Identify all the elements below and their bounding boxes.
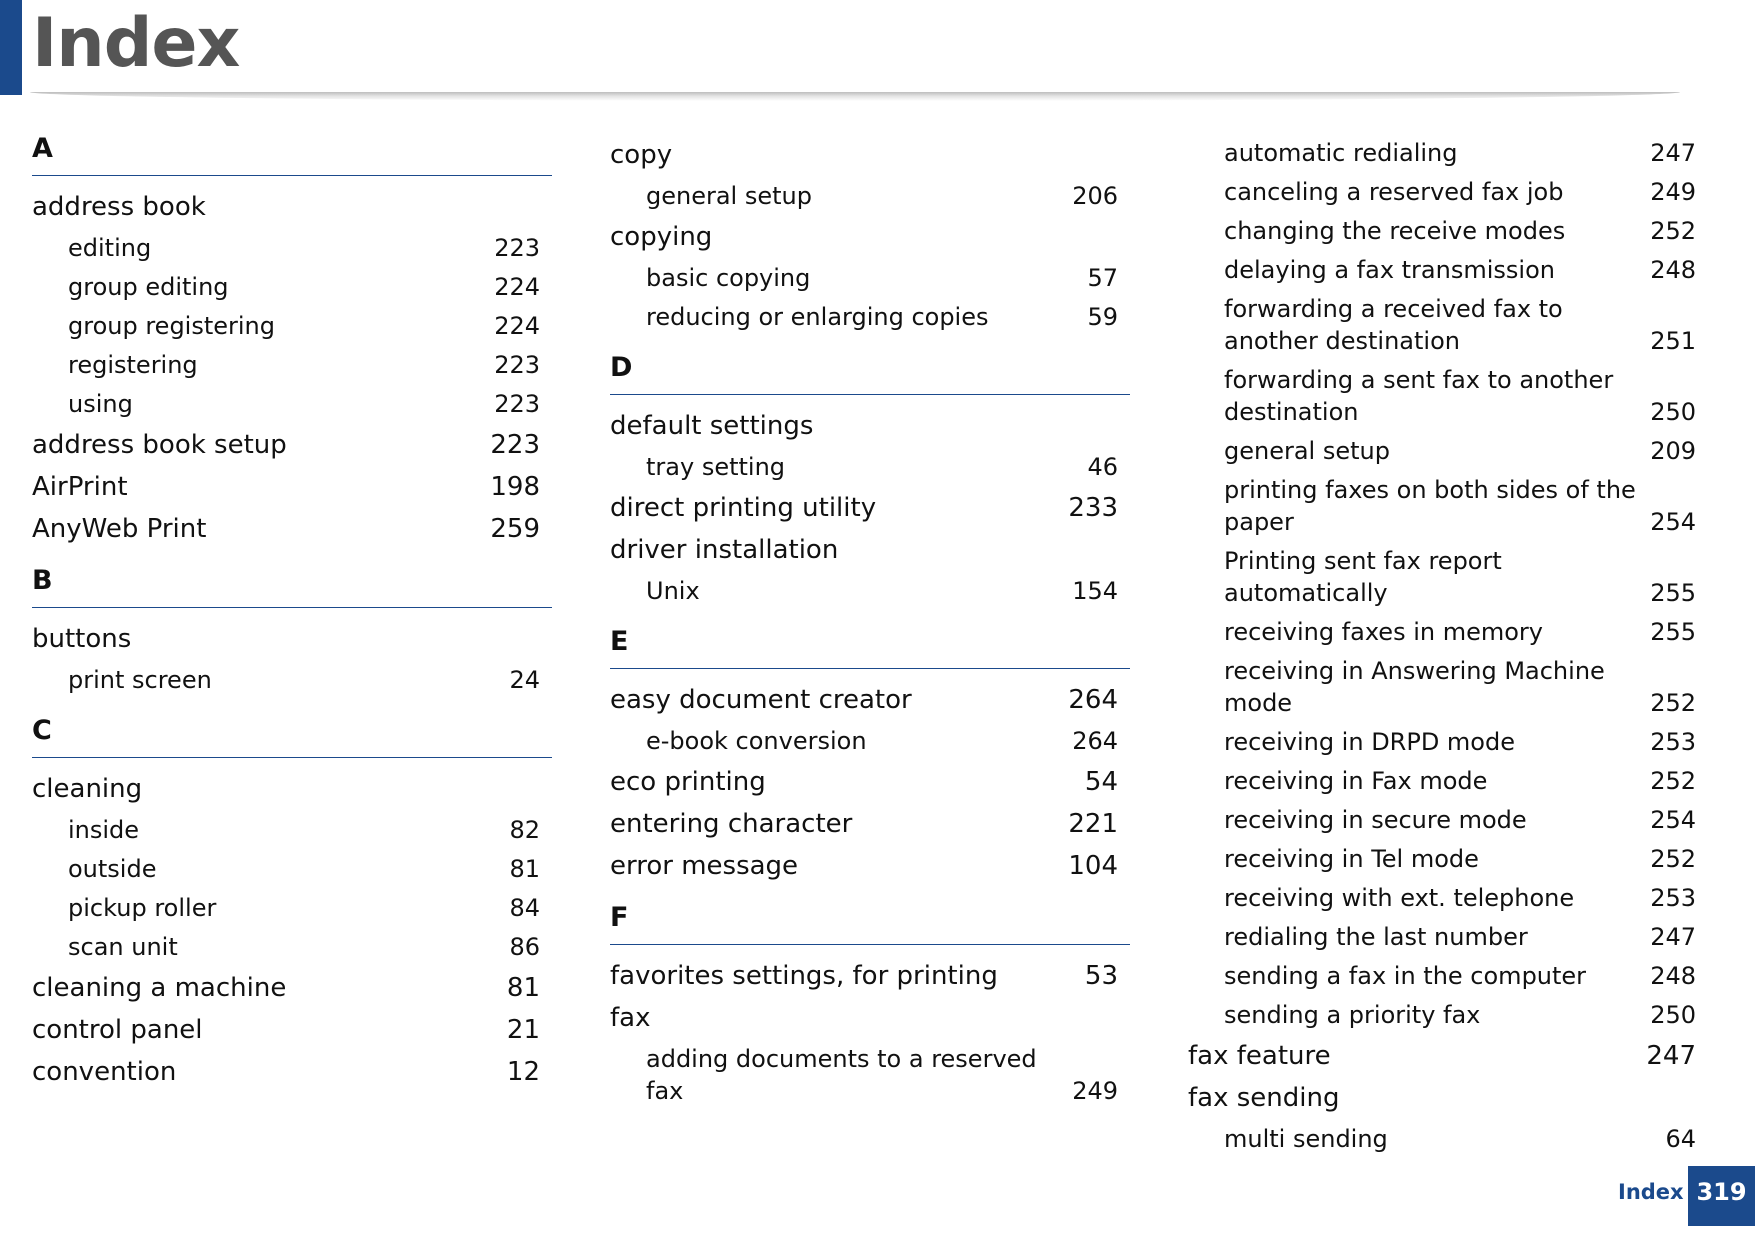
index-entry[interactable]	[610, 849, 1130, 883]
entry-term: adding documents to a reserved fax	[646, 1045, 1037, 1105]
entry-page-number[interactable]: 254	[1650, 508, 1696, 536]
entry-page-number[interactable]: 223	[494, 351, 540, 379]
footer-section-label: Index	[1618, 1180, 1684, 1204]
index-column-3	[1188, 130, 1708, 1162]
entry-term: address book setup	[32, 430, 287, 460]
entry-page-number[interactable]: 252	[1650, 689, 1696, 717]
entry-term: group editing	[68, 273, 229, 301]
page-number-badge: 319	[1688, 1166, 1755, 1226]
entry-page-number[interactable]: 81	[506, 973, 540, 1003]
index-subentry[interactable]	[32, 853, 552, 885]
entry-page-number[interactable]: 264	[1068, 685, 1118, 715]
entry-term: basic copying	[646, 264, 811, 292]
entry-term: eco printing	[610, 767, 766, 797]
index-entry[interactable]	[32, 512, 552, 546]
index-entry[interactable]	[32, 622, 552, 656]
entry-term: automatic redialing	[1224, 139, 1458, 167]
entry-term: receiving in Tel mode	[1224, 845, 1479, 873]
entry-term: scan unit	[68, 933, 178, 961]
entry-term: fax	[610, 1003, 651, 1033]
index-entry[interactable]	[610, 959, 1130, 993]
entry-term: receiving in DRPD mode	[1224, 728, 1515, 756]
entry-page-number[interactable]: 248	[1650, 962, 1696, 990]
entry-term: fax sending	[1188, 1083, 1340, 1113]
index-entry[interactable]	[610, 765, 1130, 799]
entry-page-number[interactable]: 252	[1650, 845, 1696, 873]
entry-page-number[interactable]: 54	[1084, 767, 1118, 797]
index-letter-heading: B	[32, 562, 552, 608]
entry-page-number[interactable]: 252	[1650, 767, 1696, 795]
entry-term: error message	[610, 851, 799, 881]
index-subentry[interactable]	[610, 451, 1130, 483]
index-subentry[interactable]	[1188, 960, 1708, 992]
index-subentry[interactable]	[1188, 137, 1708, 169]
entry-page-number[interactable]: 247	[1650, 139, 1696, 167]
index-subentry[interactable]	[1188, 435, 1708, 467]
index-entry[interactable]	[610, 491, 1130, 525]
index-subentry[interactable]	[32, 310, 552, 342]
entry-page-number[interactable]: 259	[490, 514, 540, 544]
entry-page-number[interactable]: 224	[494, 312, 540, 340]
entry-page-number[interactable]: 82	[509, 816, 540, 844]
index-subentry[interactable]	[1188, 804, 1708, 836]
entry-term: AnyWeb Print	[32, 514, 207, 544]
entry-term: e-book conversion	[646, 727, 867, 755]
index-letter-heading: F	[610, 899, 1130, 945]
index-subentry[interactable]	[610, 180, 1130, 212]
index-subentry[interactable]	[1188, 882, 1708, 914]
entry-term: direct printing utility	[610, 493, 877, 523]
entry-term: Printing sent fax report automatically	[1224, 547, 1502, 607]
entry-term: control panel	[32, 1015, 203, 1045]
index-entry[interactable]	[32, 1055, 552, 1089]
index-entry[interactable]	[32, 428, 552, 462]
page-title: Index	[32, 4, 240, 83]
entry-term: easy document creator	[610, 685, 912, 715]
entry-page-number[interactable]: 250	[1650, 1001, 1696, 1029]
entry-term: using	[68, 390, 133, 418]
entry-page-number[interactable]: 247	[1650, 923, 1696, 951]
index-entry[interactable]	[32, 772, 552, 806]
entry-term: editing	[68, 234, 152, 262]
entry-page-number[interactable]: 59	[1087, 303, 1118, 331]
entry-term: forwarding a received fax to another destination	[1224, 295, 1563, 355]
title-divider	[30, 92, 1680, 101]
index-subentry[interactable]	[610, 1043, 1130, 1107]
index-subentry[interactable]	[32, 892, 552, 924]
entry-term: print screen	[68, 666, 212, 694]
entry-term: inside	[68, 816, 140, 844]
entry-page-number[interactable]: 251	[1650, 327, 1696, 355]
entry-term: tray setting	[646, 453, 786, 481]
entry-page-number[interactable]: 198	[490, 472, 540, 502]
entry-page-number[interactable]: 224	[494, 273, 540, 301]
index-column-1	[32, 130, 552, 1097]
entry-term: forwarding a sent fax to another destination	[1224, 366, 1614, 426]
index-subentry[interactable]	[1188, 921, 1708, 953]
entry-term: receiving in Answering Machine mode	[1224, 657, 1605, 717]
index-column-2	[610, 130, 1130, 1114]
index-entry[interactable]	[610, 220, 1130, 254]
index-subentry[interactable]	[610, 262, 1130, 294]
index-letter-heading: C	[32, 712, 552, 758]
index-entry[interactable]	[32, 190, 552, 224]
entry-term: receiving in secure mode	[1224, 806, 1527, 834]
entry-term: buttons	[32, 624, 132, 654]
index-subentry[interactable]	[1188, 1123, 1708, 1155]
index-subentry[interactable]	[1188, 655, 1708, 719]
entry-term: cleaning	[32, 774, 143, 804]
index-subentry[interactable]	[1188, 254, 1708, 286]
entry-page-number[interactable]: 81	[509, 855, 540, 883]
entry-page-number[interactable]: 233	[1068, 493, 1118, 523]
entry-page-number[interactable]: 254	[1650, 806, 1696, 834]
index-letter-heading: D	[610, 349, 1130, 395]
entry-page-number[interactable]: 209	[1650, 437, 1696, 465]
index-entry[interactable]	[32, 971, 552, 1005]
entry-term: receiving in Fax mode	[1224, 767, 1488, 795]
entry-term: entering character	[610, 809, 853, 839]
index-entry[interactable]	[610, 409, 1130, 443]
entry-page-number[interactable]: 247	[1646, 1041, 1696, 1071]
entry-term: AirPrint	[32, 472, 128, 502]
entry-page-number[interactable]: 264	[1072, 727, 1118, 755]
entry-page-number[interactable]: 221	[1068, 809, 1118, 839]
entry-page-number[interactable]: 154	[1072, 577, 1118, 605]
entry-term: copy	[610, 140, 673, 170]
index-subentry[interactable]	[1188, 616, 1708, 648]
index-subentry[interactable]	[32, 232, 552, 264]
entry-term: changing the receive modes	[1224, 217, 1566, 245]
entry-term: favorites settings, for printing	[610, 961, 998, 991]
entry-page-number[interactable]: 86	[509, 933, 540, 961]
entry-term: address book	[32, 192, 206, 222]
entry-page-number[interactable]: 252	[1650, 217, 1696, 245]
index-subentry[interactable]	[32, 271, 552, 303]
entry-term: registering	[68, 351, 198, 379]
index-entry[interactable]	[610, 807, 1130, 841]
entry-term: general setup	[646, 182, 812, 210]
entry-page-number[interactable]: 21	[506, 1015, 540, 1045]
index-subentry[interactable]	[1188, 474, 1708, 538]
entry-page-number[interactable]: 250	[1650, 398, 1696, 426]
entry-term: cleaning a machine	[32, 973, 287, 1003]
entry-page-number[interactable]: 206	[1072, 182, 1118, 210]
index-entry[interactable]	[610, 683, 1130, 717]
index-subentry[interactable]	[610, 575, 1130, 607]
entry-page-number[interactable]: 84	[509, 894, 540, 922]
entry-term: outside	[68, 855, 157, 883]
entry-term: pickup roller	[68, 894, 217, 922]
index-subentry[interactable]	[610, 725, 1130, 757]
entry-term: reducing or enlarging copies	[646, 303, 989, 331]
entry-term: group registering	[68, 312, 275, 340]
entry-term: canceling a reserved fax job	[1224, 178, 1564, 206]
index-subentry[interactable]	[1188, 293, 1708, 357]
index-entry[interactable]	[610, 533, 1130, 567]
index-subentry[interactable]	[1188, 999, 1708, 1031]
entry-term: copying	[610, 222, 713, 252]
entry-term: default settings	[610, 411, 814, 441]
index-entry[interactable]	[610, 1001, 1130, 1035]
index-subentry[interactable]	[32, 388, 552, 420]
index-entry[interactable]	[1188, 1039, 1708, 1073]
index-subentry[interactable]	[1188, 765, 1708, 797]
index-subentry[interactable]	[610, 301, 1130, 333]
index-subentry[interactable]	[1188, 843, 1708, 875]
index-subentry[interactable]	[32, 931, 552, 963]
entry-term: delaying a fax transmission	[1224, 256, 1555, 284]
entry-page-number[interactable]: 57	[1087, 264, 1118, 292]
index-subentry[interactable]	[32, 664, 552, 696]
entry-page-number[interactable]: 223	[494, 234, 540, 262]
entry-term: sending a fax in the computer	[1224, 962, 1587, 990]
index-entry[interactable]	[32, 1013, 552, 1047]
entry-term: fax feature	[1188, 1041, 1331, 1071]
entry-page-number[interactable]: 104	[1068, 851, 1118, 881]
entry-page-number[interactable]: 24	[509, 666, 540, 694]
entry-page-number[interactable]: 64	[1665, 1125, 1696, 1153]
index-subentry[interactable]	[1188, 215, 1708, 247]
header-accent-bar	[0, 0, 22, 95]
entry-term: multi sending	[1224, 1125, 1388, 1153]
entry-page-number[interactable]: 253	[1650, 884, 1696, 912]
entry-page-number[interactable]: 249	[1072, 1077, 1118, 1105]
index-subentry[interactable]	[1188, 726, 1708, 758]
index-subentry[interactable]	[32, 814, 552, 846]
index-subentry[interactable]	[1188, 176, 1708, 208]
index-entry[interactable]	[32, 470, 552, 504]
entry-page-number[interactable]: 46	[1087, 453, 1118, 481]
index-letter-heading: E	[610, 623, 1130, 669]
index-entry[interactable]	[610, 138, 1130, 172]
entry-term: receiving faxes in memory	[1224, 618, 1543, 646]
entry-page-number[interactable]: 253	[1650, 728, 1696, 756]
entry-term: printing faxes on both sides of the paper	[1224, 476, 1636, 536]
index-subentry[interactable]	[1188, 364, 1708, 428]
entry-page-number[interactable]: 12	[506, 1057, 540, 1087]
entry-term: general setup	[1224, 437, 1390, 465]
entry-term: driver installation	[610, 535, 839, 565]
entry-term: sending a priority fax	[1224, 1001, 1481, 1029]
entry-page-number[interactable]: 248	[1650, 256, 1696, 284]
entry-page-number[interactable]: 255	[1650, 618, 1696, 646]
entry-page-number[interactable]: 223	[490, 430, 540, 460]
entry-page-number[interactable]: 53	[1084, 961, 1118, 991]
index-subentry[interactable]	[32, 349, 552, 381]
entry-page-number[interactable]: 223	[494, 390, 540, 418]
entry-term: redialing the last number	[1224, 923, 1528, 951]
index-entry[interactable]	[1188, 1081, 1708, 1115]
entry-page-number[interactable]: 249	[1650, 178, 1696, 206]
entry-page-number[interactable]: 255	[1650, 579, 1696, 607]
entry-term: convention	[32, 1057, 177, 1087]
index-letter-heading: A	[32, 130, 552, 176]
entry-term: receiving with ext. telephone	[1224, 884, 1575, 912]
entry-term: Unix	[646, 577, 700, 605]
index-subentry[interactable]	[1188, 545, 1708, 609]
